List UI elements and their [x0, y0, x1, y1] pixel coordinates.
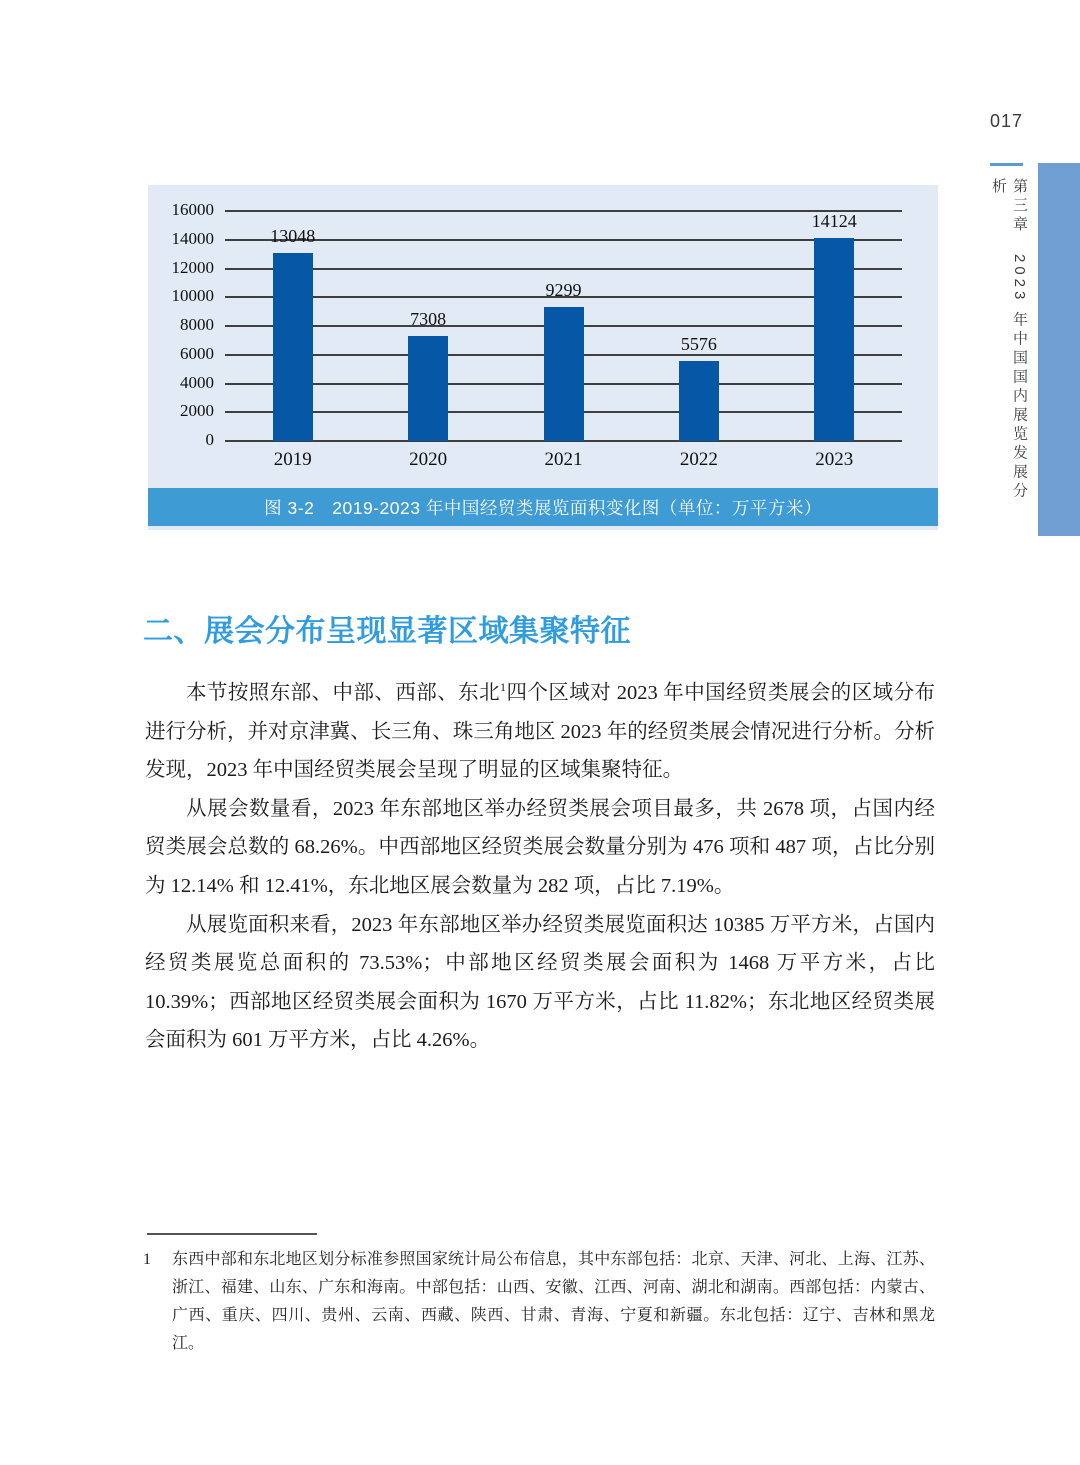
chapter-sidebar-bar	[1038, 163, 1080, 536]
x-axis-tick-label: 2021	[544, 449, 583, 470]
paragraph-text: 从展会数量看，2023 年东部地区举办经贸类展会项目最多，共 2678 项，占国内经贸类展会总数的 68.26%。中西部地区经贸类展会数量分别为 476 项和 487 项，占比分别为 12.14% 和 12.41%，东北地区展会数量为 282 项，占比 7.19%。	[145, 797, 935, 897]
bar	[544, 307, 584, 441]
y-axis-tick-label: 10000	[171, 286, 214, 306]
footnote	[143, 1246, 935, 1358]
y-axis-tick-label: 0	[205, 430, 214, 449]
y-axis-tick-label: 12000	[171, 257, 214, 277]
body-paragraph	[145, 906, 935, 1060]
footnote-reference: 1	[500, 680, 507, 695]
x-axis-tick-label: 2019	[273, 449, 312, 470]
y-axis-tick-label: 2000	[180, 401, 214, 421]
gridline	[225, 268, 902, 270]
paragraph-text: 本节按照东部、中部、西部、东北	[186, 682, 501, 704]
y-axis-tick-label: 14000	[171, 228, 214, 248]
bar	[814, 238, 854, 441]
y-axis-tick-label: 8000	[180, 315, 214, 334]
y-axis-tick-label: 16000	[171, 200, 214, 219]
footnote-rule	[147, 1233, 317, 1235]
bar	[408, 336, 448, 441]
bar-value-label: 14124	[811, 210, 857, 231]
y-axis-tick-label: 4000	[180, 372, 214, 392]
bar-value-label: 5576	[680, 333, 717, 354]
chapter-sidebar-title: 第三章 2023 年中国国内展览发展分析	[990, 178, 1028, 502]
bar	[273, 253, 313, 441]
x-axis-tick-label: 2022	[679, 449, 718, 470]
x-axis-tick-label: 2023	[815, 449, 854, 470]
footnote-text: 东西中部和东北地区划分标准参照国家统计局公布信息，其中东部包括：北京、天津、河北、上海、江苏、浙江、福建、山东、广东和海南。中部包括：山西、安徽、江西、河南、湖北和湖南。西部包括：内蒙古、广西、重庆、四川、贵州、云南、西藏、陕西、甘肃、青海、宁夏和新疆。东北包括：辽宁、吉林和黑龙江。	[172, 1251, 935, 1352]
chart-caption: 图 3-2 2019-2023 年中国经贸类展览面积变化图（单位：万平方米）	[148, 488, 938, 526]
body-paragraph	[145, 790, 935, 906]
page-number: 017	[990, 111, 1024, 131]
y-axis-tick-label: 6000	[180, 343, 214, 363]
bar-value-label: 7308	[410, 308, 447, 329]
body-text	[145, 674, 935, 1060]
x-axis-tick-label: 2020	[409, 449, 448, 470]
body-paragraph	[145, 674, 935, 790]
paragraph-text: 四个区域对 2023 年中国经贸类展会的区域分布进行分析，并对京津冀、长三角、珠三角地区 2023 年的经贸类展会情况进行分析。分析发现，2023 年中国经贸类展会呈现了明显的区域集聚特征。	[145, 682, 936, 782]
chapter-rule-line	[990, 163, 1023, 166]
bar-value-label: 9299	[545, 280, 582, 301]
section-heading: 二、展会分布呈现显著区域集聚特征	[143, 615, 631, 648]
bar	[679, 361, 719, 441]
bar-chart	[148, 185, 938, 530]
footnote-marker: 1	[143, 1251, 151, 1268]
paragraph-text: 从展览面积来看，2023 年东部地区举办经贸类展览面积达 10385 万平方米，占国内经贸类展览总面积的 73.53%；中部地区经贸类展会面积为 1468 万平方米，占比 10.39%；西部地区经贸类展会面积为 1670 万平方米，占比 11.82%；东北地区经贸类展会面积为 601 万平方米，占比 4.26%。	[145, 913, 935, 1052]
bar-value-label: 13048	[270, 226, 316, 247]
